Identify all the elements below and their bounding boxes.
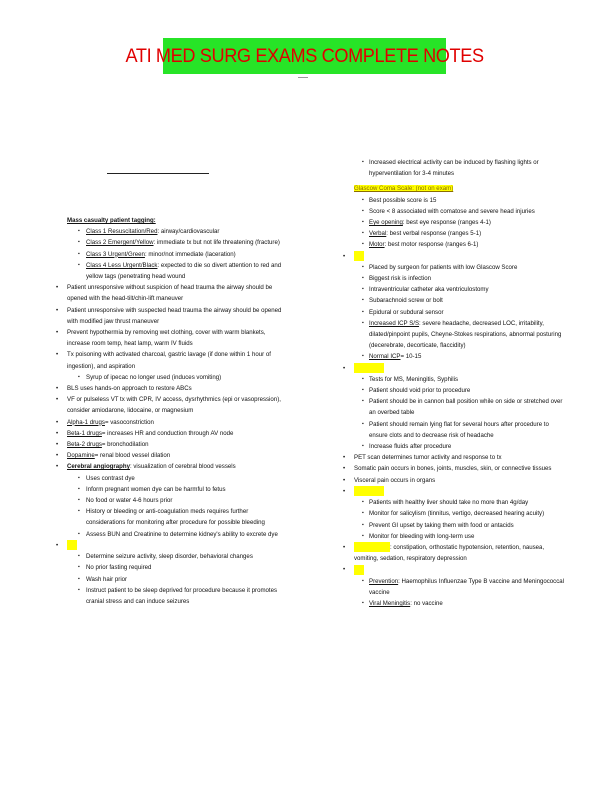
- list-subitem: ▪ Biggest risk is infection: [362, 273, 568, 284]
- icp-highlight-item: [343, 251, 568, 262]
- tag-item: ▪ Class 2 Emergent/Yellow: immediate tx but not life threatening (fracture): [78, 237, 288, 248]
- tag-list: [56, 226, 288, 282]
- highlight-mark: [67, 540, 77, 550]
- highlight-mark: [354, 251, 364, 261]
- list-subitem: ▪ Prevent GI upset by taking them with food or antacids: [362, 520, 568, 531]
- list-subitem: ▪ Tests for MS, Meningitis, Syphilis: [362, 374, 568, 385]
- mass-casualty-heading: Mass casualty patient tagging:: [67, 217, 156, 224]
- list-subitem: ▪ Patient should be in cannon ball position while on side or stretched over an overbed table: [362, 396, 568, 418]
- beta2-drugs-item: • Beta-2 drugs= bronchodilation: [56, 439, 288, 450]
- verbal-item: ▪ Verbal: best verbal response (ranges 5-1): [362, 228, 568, 239]
- list-subitem: ▪ No prior fasting required: [78, 562, 288, 573]
- list-subitem: ▪ Patient should void prior to procedure: [362, 385, 568, 396]
- list-item: • Patient unresponsive without suspicion of head trauma the airway should be opened with the head-tilt/chin-lift maneuver: [56, 282, 288, 304]
- prevention-item: ▪ Prevention: Haemophilus Influenzae Type B vaccine and Meningococcal vaccine: [362, 576, 568, 598]
- list-item: • Visceral pain occurs in organs: [343, 475, 568, 486]
- right-bullets: [343, 157, 568, 179]
- list-subitem: ▪ Syrup of ipecac no longer used (induces vomiting): [78, 372, 288, 383]
- list-subitem: ▪ Best possible score is 15: [362, 195, 568, 206]
- list-subitem: ▪ Patients with healthy liver should take no more than 4g/day: [362, 497, 568, 508]
- tag-item: ▪ Class 3 Urgent/Green: minor/not immediate (laceration): [78, 249, 288, 260]
- list-subitem: ▪ Score < 8 associated with comatose and severe head injuries: [362, 206, 568, 217]
- angiography-item: • Cerebral angiography: visualization of cerebral blood vessels: [56, 461, 288, 472]
- gcs-heading: Glascow Coma Scale: (not on exam): [354, 185, 454, 193]
- right-column: [343, 157, 568, 609]
- highlight-mark: [354, 486, 384, 496]
- list-subitem: ▪ Patient should remain lying flat for several hours after procedure to ensure clots and to decrease risk of headache: [362, 419, 568, 441]
- lp-highlight-item: [343, 363, 568, 374]
- gcs-list: [343, 195, 568, 610]
- list-item: • BLS uses hands-on approach to restore ABCs: [56, 383, 288, 394]
- list-subitem: ▪ Wash hair prior: [78, 574, 288, 585]
- list-subitem: ▪ Monitor for salicylism (tinnitus, vertigo, decreased hearing acuity): [362, 508, 568, 519]
- dopamine-item: • Dopamine= renal blood vessel dilation: [56, 450, 288, 461]
- beta1-drugs-item: • Beta-1 drugs= increases HR and conduction through AV node: [56, 428, 288, 439]
- list-subitem: ▪ Determine seizure activity, sleep disorder, behavioral changes: [78, 551, 288, 562]
- list-subitem: ▪ History or bleeding or anti-coagulation meds requires further considerations for monitoring after procedure for possible bleeding: [78, 506, 288, 528]
- list-subitem: ▪ Increased electrical activity can be induced by flashing lights or hyperventilation for 3-4 minutes: [362, 157, 568, 179]
- list-subitem: ▪ Monitor for bleeding with long-term use: [362, 531, 568, 542]
- list-item: • Patient unresponsive with suspected head trauma the airway should be opened with modified jaw thrust maneuver: [56, 305, 288, 327]
- list-subitem: ▪ Epidural or subdural sensor: [362, 307, 568, 318]
- motor-item: ▪ Motor: best motor response (ranges 6-1): [362, 239, 568, 250]
- viral-meningitis-item: ▪ Viral Meningitis: no vaccine: [362, 598, 568, 609]
- eeg-highlight-item: [56, 540, 288, 551]
- icp-ss-item: ▪ Increased ICP S/S: severe headache, decreased LOC, irritability, dilated/pinpoint pupils, Cheyne-Stokes respirations, abnormal posturing (decerebrate, decorticate, flaccidity): [362, 318, 568, 352]
- meningitis-highlight-item: [343, 564, 568, 575]
- divider-line: [107, 173, 209, 174]
- list-subitem: ▪ Subarachnoid screw or bolt: [362, 295, 568, 306]
- list-subitem: ▪ Inform pregnant women dye can be harmful to fetus: [78, 484, 288, 495]
- left-column: [56, 215, 288, 607]
- left-bullets: [56, 282, 288, 607]
- list-subitem: ▪ Instruct patient to be sleep deprived for procedure because it promotes cranial stress and can induce seizures: [78, 585, 288, 607]
- tag-item: ▪ Class 1 Resuscitation/Red: airway/cardiovascular: [78, 226, 288, 237]
- list-item: • Tx poisoning with activated charcoal, gastric lavage (if done within 1 hour of ingestion), and aspiration: [56, 349, 288, 371]
- eye-opening-item: ▪ Eye opening: best eye response (ranges 4-1): [362, 217, 568, 228]
- opioid-item: • : constipation, orthostatic hypotension, retention, nausea, vomiting, sedation, respiratory depression: [343, 542, 568, 564]
- list-subitem: ▪ Increase fluids after procedure: [362, 441, 568, 452]
- highlight-mark: [354, 363, 384, 373]
- list-subitem: ▪ No food or water 4-6 hours prior: [78, 495, 288, 506]
- highlight-mark: [354, 565, 364, 575]
- page-title: ATI MED SURG EXAMS COMPLETE NOTES: [125, 44, 484, 67]
- list-subitem: ▪ Placed by surgeon for patients with low Glascow Score: [362, 262, 568, 273]
- tag-item: ▪ Class 4 Less Urgent/Black: expected to die so divert attention to red and yellow tags (penetrating head wound: [78, 260, 288, 282]
- subtitle-mark: [298, 77, 308, 78]
- list-subitem: ▪ Uses contrast dye: [78, 473, 288, 484]
- list-item: • Somatic pain occurs in bones, joints, muscles, skin, or connective tissues: [343, 463, 568, 474]
- alpha-drugs-item: • Alpha-1 drugs= vasoconstriction: [56, 417, 288, 428]
- list-item: • VF or pulseless VT tx with CPR, IV access, dysrhythmics (epi or vasopression), consider amiodarone, lidocaine, or magnesium: [56, 394, 288, 416]
- highlight-mark: [354, 542, 390, 552]
- list-item: • Prevent hypothermia by removing wet clothing, cover with warm blankets, increase room temp, heat lamp, warm IV fluids: [56, 327, 288, 349]
- aceta-highlight-item: [343, 486, 568, 497]
- list-subitem: ▪ Assess BUN and Creatinine to determine kidney's ability to excrete dye: [78, 529, 288, 540]
- normal-icp-item: ▪ Normal ICP= 10-15: [362, 351, 568, 362]
- list-item: • PET scan determines tumor activity and response to tx: [343, 452, 568, 463]
- list-subitem: ▪ Intraventricular catheter aka ventriculostomy: [362, 284, 568, 295]
- title-banner: [125, 38, 484, 74]
